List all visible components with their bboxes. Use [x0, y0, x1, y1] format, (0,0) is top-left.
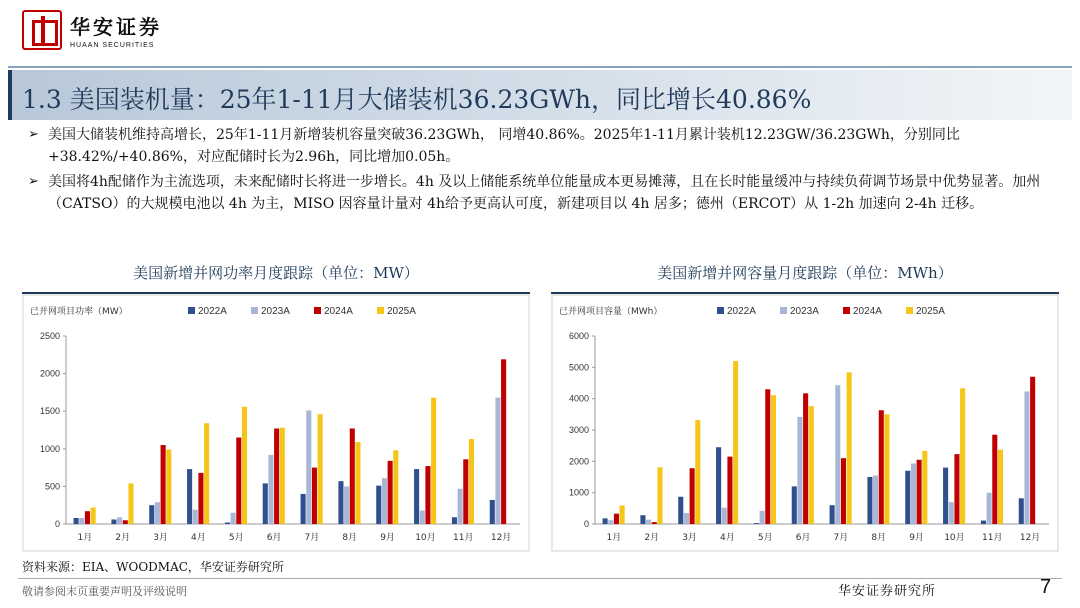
- legend-label: 2023A: [261, 306, 290, 317]
- y-tick-label: 6000: [568, 331, 589, 341]
- legend-label: 2024A: [853, 306, 882, 317]
- legend-swatch: [188, 307, 195, 314]
- x-tick-label: 12月: [1019, 533, 1041, 543]
- bar-2022A-8月: [338, 481, 343, 524]
- x-tick-label: 2月: [115, 533, 131, 543]
- bar-2023A-7月: [835, 385, 840, 524]
- legend-label: 2022A: [198, 306, 227, 317]
- chart-title: 美国新增并网功率月度跟踪（单位：MW）: [133, 264, 419, 282]
- capacity-chart-panel: [551, 262, 1059, 554]
- company-logo: [22, 10, 162, 50]
- bar-2025A-5月: [242, 407, 247, 524]
- y-tick-label: 5000: [568, 362, 589, 373]
- y-tick-label: 1500: [39, 406, 60, 417]
- bar-2023A-8月: [873, 475, 878, 524]
- bar-2023A-6月: [797, 417, 802, 524]
- y-tick-label: 500: [44, 481, 60, 492]
- bar-2024A-9月: [917, 460, 922, 524]
- arrow-bullet-icon: ➢: [28, 127, 39, 142]
- x-tick-label: 8月: [342, 533, 358, 543]
- bar-2025A-8月: [884, 414, 889, 524]
- bullet-item: [28, 171, 1058, 215]
- x-tick-label: 5月: [757, 533, 773, 543]
- bar-2025A-4月: [733, 361, 738, 524]
- x-tick-label: 6月: [266, 533, 282, 543]
- bar-2024A-8月: [879, 410, 884, 524]
- bar-2023A-12月: [495, 398, 500, 524]
- bar-2023A-2月: [117, 517, 122, 524]
- bar-2023A-7月: [306, 410, 311, 524]
- legend-swatch: [780, 307, 787, 314]
- bar-2022A-12月: [1019, 498, 1024, 524]
- bar-2024A-2月: [652, 522, 657, 524]
- bar-2024A-10月: [954, 454, 959, 524]
- x-tick-label: 2月: [644, 533, 660, 543]
- legend-label: 2025A: [387, 306, 416, 317]
- bar-2023A-3月: [684, 513, 689, 524]
- bar-2023A-11月: [987, 493, 992, 524]
- legend-label: 2024A: [324, 306, 353, 317]
- x-tick-label: 11月: [982, 533, 1003, 543]
- bar-2024A-1月: [85, 511, 90, 524]
- legend-swatch: [717, 307, 724, 314]
- bar-2023A-2月: [646, 520, 651, 524]
- power-bar-chart: [22, 294, 530, 552]
- x-tick-label: 4月: [191, 533, 206, 543]
- bar-2025A-9月: [922, 451, 927, 524]
- bar-2024A-9月: [388, 461, 393, 524]
- y-tick-label: 4000: [568, 393, 589, 404]
- bar-2024A-10月: [425, 466, 430, 524]
- bar-2025A-3月: [166, 450, 171, 524]
- bar-2025A-6月: [280, 428, 285, 524]
- bar-2024A-4月: [727, 457, 732, 524]
- bullet-list: [28, 124, 1058, 218]
- bar-2024A-4月: [198, 473, 203, 524]
- bar-2023A-4月: [193, 510, 198, 524]
- x-tick-label: 5月: [228, 533, 244, 543]
- bar-2022A-9月: [376, 486, 381, 524]
- bar-2022A-9月: [905, 471, 910, 524]
- capacity-bar-chart: [551, 294, 1059, 552]
- bar-2024A-2月: [123, 520, 128, 524]
- bar-2025A-1月: [620, 506, 625, 524]
- bar-2022A-10月: [943, 468, 948, 524]
- source-note: 资料来源：EIA、WOODMAC，华安证券研究所: [22, 560, 284, 574]
- bar-2022A-10月: [414, 469, 419, 524]
- bar-2023A-9月: [382, 478, 387, 524]
- bar-2024A-7月: [312, 468, 317, 524]
- x-tick-label: 4月: [720, 533, 735, 543]
- bar-2022A-5月: [754, 523, 759, 524]
- x-tick-label: 3月: [682, 533, 697, 543]
- bar-2023A-1月: [79, 518, 84, 524]
- bar-2024A-5月: [236, 438, 241, 524]
- bar-2022A-3月: [678, 497, 683, 524]
- bar-2025A-8月: [355, 442, 360, 524]
- page-number: 7: [1040, 576, 1052, 598]
- logo-chinese-name: 华安证券: [70, 15, 162, 39]
- x-tick-label: 1月: [606, 533, 622, 543]
- bar-2023A-4月: [722, 508, 727, 524]
- bar-2025A-9月: [393, 450, 398, 524]
- footer-brand: 华安证券研究所: [838, 584, 937, 599]
- bullet-item: [28, 124, 1058, 168]
- logo-english-name: HUAAN SECURITIES: [70, 42, 155, 49]
- disclaimer-text: 敬请参阅末页重要声明及评级说明: [22, 585, 187, 598]
- legend-label: 2022A: [727, 306, 756, 317]
- bullet-text: 美国将4h配储作为主流选项，未来配储时长将进一步增长。4h 及以上储能系统单位能量成本更易摊薄，且在长时能量缓冲与持续负荷调节场景中优势显著。加州（CATSO）的大规模电池以 4h 为主，MISO 因容量计量对 4h给予更高认可度，新建项目以 4h 居多；德州（ERCOT）从 1-2h 加速向 2-4h 迁移。: [48, 174, 1041, 212]
- legend-label: 2025A: [916, 306, 945, 317]
- bar-2023A-10月: [949, 502, 954, 524]
- bar-2024A-11月: [463, 459, 468, 524]
- x-tick-label: 7月: [833, 533, 849, 543]
- bar-2024A-8月: [350, 428, 355, 524]
- bar-2025A-3月: [695, 420, 700, 524]
- y-tick-label: 0: [54, 519, 60, 529]
- bar-2022A-7月: [301, 494, 306, 524]
- bar-2025A-7月: [847, 372, 852, 524]
- bar-2025A-11月: [998, 450, 1003, 524]
- bar-2023A-9月: [911, 464, 916, 524]
- bar-2024A-1月: [614, 514, 619, 524]
- legend-swatch: [377, 307, 384, 314]
- x-tick-label: 11月: [453, 533, 474, 543]
- bar-2022A-6月: [263, 483, 268, 524]
- bar-2022A-11月: [981, 521, 986, 524]
- x-tick-label: 1月: [77, 533, 93, 543]
- bar-2025A-2月: [657, 467, 662, 524]
- bar-2023A-1月: [608, 520, 613, 524]
- y-axis-label: 已并网项目功率（MW）: [30, 307, 128, 317]
- bar-2022A-8月: [867, 477, 872, 524]
- bar-2022A-5月: [225, 522, 230, 524]
- bar-2023A-5月: [231, 513, 236, 524]
- bar-2024A-12月: [501, 359, 506, 524]
- y-tick-label: 0: [583, 519, 589, 529]
- y-tick-label: 1000: [39, 443, 60, 454]
- legend-swatch: [906, 307, 913, 314]
- arrow-bullet-icon: ➢: [28, 174, 39, 189]
- bar-2024A-6月: [274, 428, 279, 524]
- bar-2022A-1月: [603, 518, 608, 524]
- y-axis-label: 已并网项目容量（MWh）: [559, 307, 663, 317]
- bar-2022A-1月: [74, 518, 79, 524]
- bar-2025A-10月: [431, 398, 436, 524]
- x-tick-label: 10月: [415, 533, 436, 543]
- legend-label: 2023A: [790, 306, 819, 317]
- bar-2022A-4月: [187, 469, 192, 524]
- bar-2023A-5月: [760, 511, 765, 524]
- bar-2023A-11月: [458, 489, 463, 524]
- bar-2024A-7月: [841, 458, 846, 524]
- bar-2025A-7月: [318, 414, 323, 524]
- bar-2025A-11月: [469, 439, 474, 524]
- x-tick-label: 9月: [909, 533, 924, 543]
- bar-2025A-10月: [960, 388, 965, 524]
- bar-2024A-11月: [992, 435, 997, 524]
- x-tick-label: 8月: [871, 533, 887, 543]
- bar-2022A-4月: [716, 447, 721, 524]
- y-tick-label: 1000: [568, 487, 589, 498]
- bar-2025A-2月: [128, 483, 133, 524]
- x-tick-label: 9月: [380, 533, 395, 543]
- y-tick-label: 2500: [39, 331, 60, 341]
- y-tick-label: 2000: [568, 456, 589, 467]
- bar-2024A-6月: [803, 393, 808, 524]
- chart-title: 美国新增并网容量月度跟踪（单位：MWh）: [657, 264, 953, 282]
- bar-2024A-5月: [765, 389, 770, 524]
- x-tick-label: 7月: [304, 533, 320, 543]
- logo-mark-icon: [22, 10, 62, 50]
- bar-2022A-11月: [452, 517, 457, 524]
- bar-2024A-12月: [1030, 377, 1035, 524]
- bar-2023A-10月: [420, 510, 425, 524]
- power-chart-panel: [22, 262, 530, 554]
- bar-2023A-6月: [268, 455, 273, 524]
- legend-swatch: [843, 307, 850, 314]
- legend-swatch: [251, 307, 258, 314]
- bar-2025A-1月: [91, 507, 96, 524]
- bar-2023A-3月: [155, 502, 160, 524]
- x-tick-label: 3月: [153, 533, 168, 543]
- bar-2022A-6月: [792, 486, 797, 524]
- bar-2025A-4月: [204, 423, 209, 524]
- bar-2023A-8月: [344, 486, 349, 524]
- page-title: 1.3 美国装机量：25年1-11月大储装机36.23GWh，同比增长40.86%: [22, 85, 812, 114]
- x-tick-label: 10月: [944, 533, 965, 543]
- y-tick-label: 2000: [39, 368, 60, 379]
- bar-2023A-12月: [1024, 391, 1029, 524]
- legend-swatch: [314, 307, 321, 314]
- bullet-text: 美国大储装机维持高增长，25年1-11月新增装机容量突破36.23GWh， 同增40.86%。2025年1-11月累计装机12.23GW/36.23GWh，分别同比+38.42%/+40.86%，对应配储时长为2.96h，同比增加0.05h。: [48, 127, 960, 165]
- title-divider: [8, 66, 1072, 68]
- x-tick-label: 12月: [490, 533, 512, 543]
- bar-2022A-2月: [111, 519, 116, 524]
- x-tick-label: 6月: [795, 533, 811, 543]
- bar-2024A-3月: [161, 445, 166, 524]
- bar-2022A-12月: [490, 500, 495, 524]
- bar-2022A-2月: [640, 515, 645, 524]
- bar-2022A-3月: [149, 505, 154, 524]
- y-tick-label: 3000: [568, 425, 589, 435]
- bar-2025A-5月: [771, 395, 776, 524]
- bar-2024A-3月: [690, 468, 695, 524]
- bar-2022A-7月: [830, 505, 835, 524]
- footer-divider: [18, 578, 1062, 579]
- bar-2025A-6月: [809, 406, 814, 524]
